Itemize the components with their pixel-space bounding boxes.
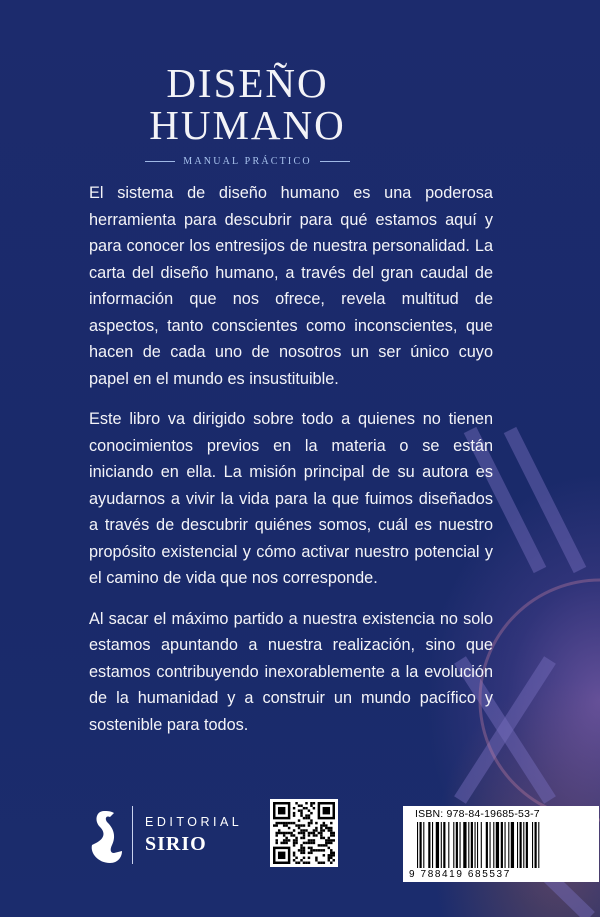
qr-module xyxy=(320,827,322,829)
barcode-bar xyxy=(523,822,524,868)
qr-module xyxy=(330,839,332,841)
qr-module xyxy=(298,819,300,821)
qr-module xyxy=(293,844,295,846)
qr-module xyxy=(315,829,317,831)
qr-module xyxy=(298,824,300,826)
qr-module xyxy=(333,854,335,856)
qr-module xyxy=(308,822,310,824)
qr-module xyxy=(285,842,287,844)
barcode-bar xyxy=(460,822,461,868)
qr-module xyxy=(310,849,312,851)
qr-module xyxy=(293,807,295,809)
qr-module xyxy=(303,857,305,859)
qr-module xyxy=(300,804,302,806)
barcode-bar xyxy=(456,822,458,868)
qr-module xyxy=(293,814,295,816)
isbn-barcode-box xyxy=(403,806,599,882)
qr-module xyxy=(310,802,312,804)
qr-module xyxy=(323,844,325,846)
qr-module xyxy=(318,862,320,864)
qr-module xyxy=(278,852,285,859)
qr-module xyxy=(295,802,297,804)
barcode-bar xyxy=(417,822,418,868)
blurb-paragraph-3: Al sacar el máximo partido a nuestra existencia no solo estamos apuntando a nuestra realización, sino que estamos contribuyendo inexorablemente a la evolución de la humanidad y a construir un mundo pacífico y sostenible para todos. xyxy=(89,609,493,734)
qr-module xyxy=(300,849,302,851)
qr-module xyxy=(295,824,297,826)
qr-module xyxy=(305,814,307,816)
qr-module xyxy=(315,822,317,824)
title-line-1: DISEÑO xyxy=(166,60,329,106)
qr-module xyxy=(315,859,317,861)
qr-module xyxy=(328,827,330,829)
qr-module xyxy=(310,819,312,821)
qr-module xyxy=(303,862,305,864)
qr-module xyxy=(278,822,280,824)
qr-module xyxy=(298,827,300,829)
barcode-bar xyxy=(501,822,503,868)
barcode-bar xyxy=(420,822,422,868)
barcode-bar xyxy=(477,822,478,868)
qr-module xyxy=(305,802,307,804)
qr-module xyxy=(285,839,287,841)
qr-module xyxy=(323,807,330,814)
qr-module xyxy=(328,857,330,859)
qr-module xyxy=(315,834,317,836)
qr-module xyxy=(293,812,295,814)
qr-module xyxy=(295,839,297,841)
qr-module xyxy=(305,862,307,864)
barcode-bar xyxy=(535,822,537,868)
qr-module xyxy=(298,832,300,834)
qr-module xyxy=(280,822,282,824)
qr-module xyxy=(323,824,325,826)
qr-module xyxy=(303,824,305,826)
qr-module xyxy=(293,852,295,854)
qr-module xyxy=(283,834,285,836)
qr-module xyxy=(308,862,310,864)
qr-module xyxy=(310,822,312,824)
qr-module xyxy=(298,862,300,864)
barcode-bar xyxy=(448,822,449,868)
qr-module xyxy=(275,832,277,834)
qr-module xyxy=(325,842,327,844)
qr-module xyxy=(285,832,287,834)
isbn-label: ISBN: 978-84-19685-53-7 xyxy=(415,808,540,820)
qr-module xyxy=(288,827,290,829)
qr-module xyxy=(310,852,312,854)
qr-module xyxy=(300,809,302,811)
barcode-bar xyxy=(428,822,430,868)
qr-module xyxy=(308,857,310,859)
title-line-2: HUMANO xyxy=(149,102,346,148)
subtitle: MANUAL PRÁCTICO xyxy=(183,156,312,167)
qr-module xyxy=(330,852,332,854)
barcode xyxy=(413,822,589,868)
qr-module xyxy=(330,842,332,844)
barcode-bar xyxy=(432,822,433,868)
qr-module xyxy=(285,822,287,824)
qr-module xyxy=(273,824,275,826)
qr-module xyxy=(323,854,325,856)
qr-module xyxy=(313,829,315,831)
qr-module xyxy=(300,824,302,826)
qr-module xyxy=(303,832,305,834)
qr-module xyxy=(290,822,292,824)
qr-module xyxy=(300,847,302,849)
qr-module xyxy=(303,842,305,844)
qr-module xyxy=(275,839,277,841)
qr-module xyxy=(313,839,315,841)
qr-module xyxy=(323,829,325,831)
qr-module xyxy=(295,842,297,844)
qr-module xyxy=(285,837,287,839)
qr-module xyxy=(300,812,302,814)
qr-module xyxy=(303,829,305,831)
qr-module xyxy=(278,807,285,814)
qr-module xyxy=(275,824,277,826)
qr-module xyxy=(320,829,322,831)
qr-module xyxy=(313,807,315,809)
qr-module xyxy=(320,862,322,864)
qr-module xyxy=(330,862,332,864)
ean-digits: 9 788419 685537 xyxy=(409,869,511,880)
qr-module xyxy=(323,822,325,824)
qr-module xyxy=(285,824,287,826)
barcode-bar xyxy=(511,822,514,868)
qr-module xyxy=(303,852,305,854)
qr-module xyxy=(305,817,307,819)
qr-module xyxy=(330,854,332,856)
publisher-text xyxy=(145,815,242,856)
qr-module xyxy=(298,849,300,851)
qr-module xyxy=(305,807,307,809)
barcode-bar xyxy=(532,822,533,868)
qr-code-pattern xyxy=(273,802,335,864)
subtitle-rule-right xyxy=(320,161,350,162)
barcode-bar xyxy=(490,822,491,868)
publisher-divider xyxy=(132,806,133,864)
qr-module xyxy=(310,832,312,834)
qr-module xyxy=(328,842,330,844)
barcode-bar xyxy=(441,822,442,868)
qr-module xyxy=(298,809,300,811)
qr-module xyxy=(280,842,282,844)
qr-module xyxy=(303,834,305,836)
qr-module xyxy=(313,842,315,844)
qr-module xyxy=(278,832,280,834)
barcode-bar xyxy=(508,822,509,868)
qr-module xyxy=(325,824,327,826)
qr-module xyxy=(300,844,302,846)
barcode-bar xyxy=(475,822,476,868)
qr-module xyxy=(280,832,282,834)
qr-module xyxy=(308,834,310,836)
title-block xyxy=(0,62,495,167)
qr-module xyxy=(308,842,310,844)
barcode-bar xyxy=(453,822,454,868)
qr-module xyxy=(315,849,317,851)
qr-module xyxy=(315,857,317,859)
barcode-bar xyxy=(496,822,499,868)
qr-module xyxy=(283,832,285,834)
qr-module xyxy=(318,832,320,834)
barcode-bar xyxy=(517,822,518,868)
barcode-bar xyxy=(423,822,424,868)
qr-module xyxy=(333,852,335,854)
qr-module xyxy=(328,839,330,841)
qr-module xyxy=(283,842,285,844)
qr-module xyxy=(333,832,335,834)
barcode-bar xyxy=(481,822,482,868)
qr-module xyxy=(300,814,302,816)
qr-module xyxy=(315,827,317,829)
qr-module xyxy=(310,842,312,844)
publisher-logo xyxy=(88,800,242,870)
qr-module xyxy=(308,809,310,811)
qr-module xyxy=(308,824,310,826)
qr-module xyxy=(330,829,332,831)
subtitle-rule-left xyxy=(145,161,175,162)
qr-module xyxy=(293,842,295,844)
qr-module xyxy=(323,837,325,839)
qr-module xyxy=(303,817,305,819)
barcode-bar xyxy=(436,822,439,868)
qr-module xyxy=(313,832,315,834)
qr-module xyxy=(323,849,325,851)
qr-module xyxy=(330,834,332,836)
qr-module xyxy=(300,829,302,831)
qr-module xyxy=(288,839,290,841)
barcode-bar xyxy=(471,822,473,868)
qr-module xyxy=(310,839,312,841)
qr-module xyxy=(295,837,297,839)
barcode-bar xyxy=(443,822,445,868)
qr-module xyxy=(305,829,307,831)
qr-module xyxy=(298,804,300,806)
qr-module xyxy=(290,834,292,836)
barcode-bar xyxy=(463,822,466,868)
qr-module xyxy=(295,857,297,859)
qr-module xyxy=(330,832,332,834)
qr-module xyxy=(313,802,315,804)
qr-module xyxy=(275,822,277,824)
qr-module xyxy=(303,807,305,809)
qr-module xyxy=(330,857,332,859)
qr-module xyxy=(293,829,295,831)
blurb-paragraph-1: El sistema de diseño humano es una poderosa herramienta para descubrir para qué estamos aquí y para conocer los entresijos de nuestra personalidad. La carta del diseño humano, a través del gran caudal de información que nos ofrece, revela multitud de aspectos, tanto conscientes como inconscientes, que hacen de cada uno de nosotros un ser único cuyo papel en el mundo es insustituible. xyxy=(89,184,493,388)
qr-module xyxy=(290,832,292,834)
qr-module xyxy=(293,859,295,861)
qr-module xyxy=(320,837,322,839)
publisher-label: EDITORIAL xyxy=(145,814,243,829)
qr-module xyxy=(303,837,305,839)
qr-module xyxy=(305,842,307,844)
qr-module xyxy=(283,824,285,826)
blurb xyxy=(89,180,493,752)
qr-module xyxy=(313,834,315,836)
qr-module xyxy=(308,839,310,841)
subtitle-row xyxy=(0,156,495,167)
barcode-bar xyxy=(486,822,488,868)
qr-module xyxy=(320,824,322,826)
qr-module xyxy=(278,829,280,831)
qr-module xyxy=(323,862,325,864)
barcode-bar xyxy=(505,822,506,868)
qr-module xyxy=(310,804,312,806)
qr-module xyxy=(333,859,335,861)
qr-module xyxy=(293,822,295,824)
qr-module xyxy=(330,827,332,829)
qr-module xyxy=(320,844,322,846)
qr-module xyxy=(318,849,320,851)
blurb-paragraph-2: Este libro va dirigido sobre todo a quienes no tienen conocimientos previos en la materia o se están iniciando en ella. La misión principal de su autora es ayudarnos a vivir la vida para la que fuimos diseñados a través de descubrir quiénes somos, cuál es nuestro propósito existencial y cómo activar nuestro potencial y el camino de vida que nos corresponde. xyxy=(89,410,493,587)
qr-module xyxy=(320,832,322,834)
qr-module xyxy=(308,847,310,849)
qr-module xyxy=(333,839,335,841)
qr-module xyxy=(325,844,327,846)
qr-module xyxy=(310,812,312,814)
qr-module xyxy=(320,834,322,836)
qr-module xyxy=(308,852,310,854)
qr-module xyxy=(303,847,305,849)
qr-module xyxy=(300,852,302,854)
qr-module xyxy=(318,844,320,846)
qr-code[interactable] xyxy=(270,799,338,867)
qr-module xyxy=(288,822,290,824)
qr-module xyxy=(303,849,305,851)
qr-module xyxy=(313,849,315,851)
qr-module xyxy=(293,834,295,836)
barcode-bar xyxy=(468,822,469,868)
qr-module xyxy=(330,822,332,824)
publisher-name: SIRIO xyxy=(145,832,207,855)
qr-module xyxy=(283,839,285,841)
qr-module xyxy=(325,827,327,829)
qr-module xyxy=(310,847,312,849)
qr-module xyxy=(308,832,310,834)
qr-module xyxy=(320,849,322,851)
barcode-bar xyxy=(526,822,528,868)
qr-module xyxy=(328,829,330,831)
qr-module xyxy=(328,847,330,849)
qr-module xyxy=(275,834,277,836)
barcode-bar xyxy=(538,822,539,868)
qr-module xyxy=(295,862,297,864)
qr-module xyxy=(325,839,327,841)
qr-module xyxy=(328,854,330,856)
qr-module xyxy=(333,834,335,836)
qr-module xyxy=(293,854,295,856)
qr-module xyxy=(300,859,302,861)
qr-module xyxy=(328,837,330,839)
swan-icon xyxy=(88,805,122,865)
qr-module xyxy=(275,842,277,844)
qr-module xyxy=(308,814,310,816)
qr-module xyxy=(328,859,330,861)
qr-module xyxy=(293,839,295,841)
qr-module xyxy=(283,822,285,824)
qr-module xyxy=(330,849,332,851)
qr-module xyxy=(300,832,302,834)
barcode-bar xyxy=(520,822,522,868)
qr-module xyxy=(288,832,290,834)
qr-module xyxy=(308,817,310,819)
barcode-bar xyxy=(493,822,494,868)
qr-module xyxy=(300,837,302,839)
